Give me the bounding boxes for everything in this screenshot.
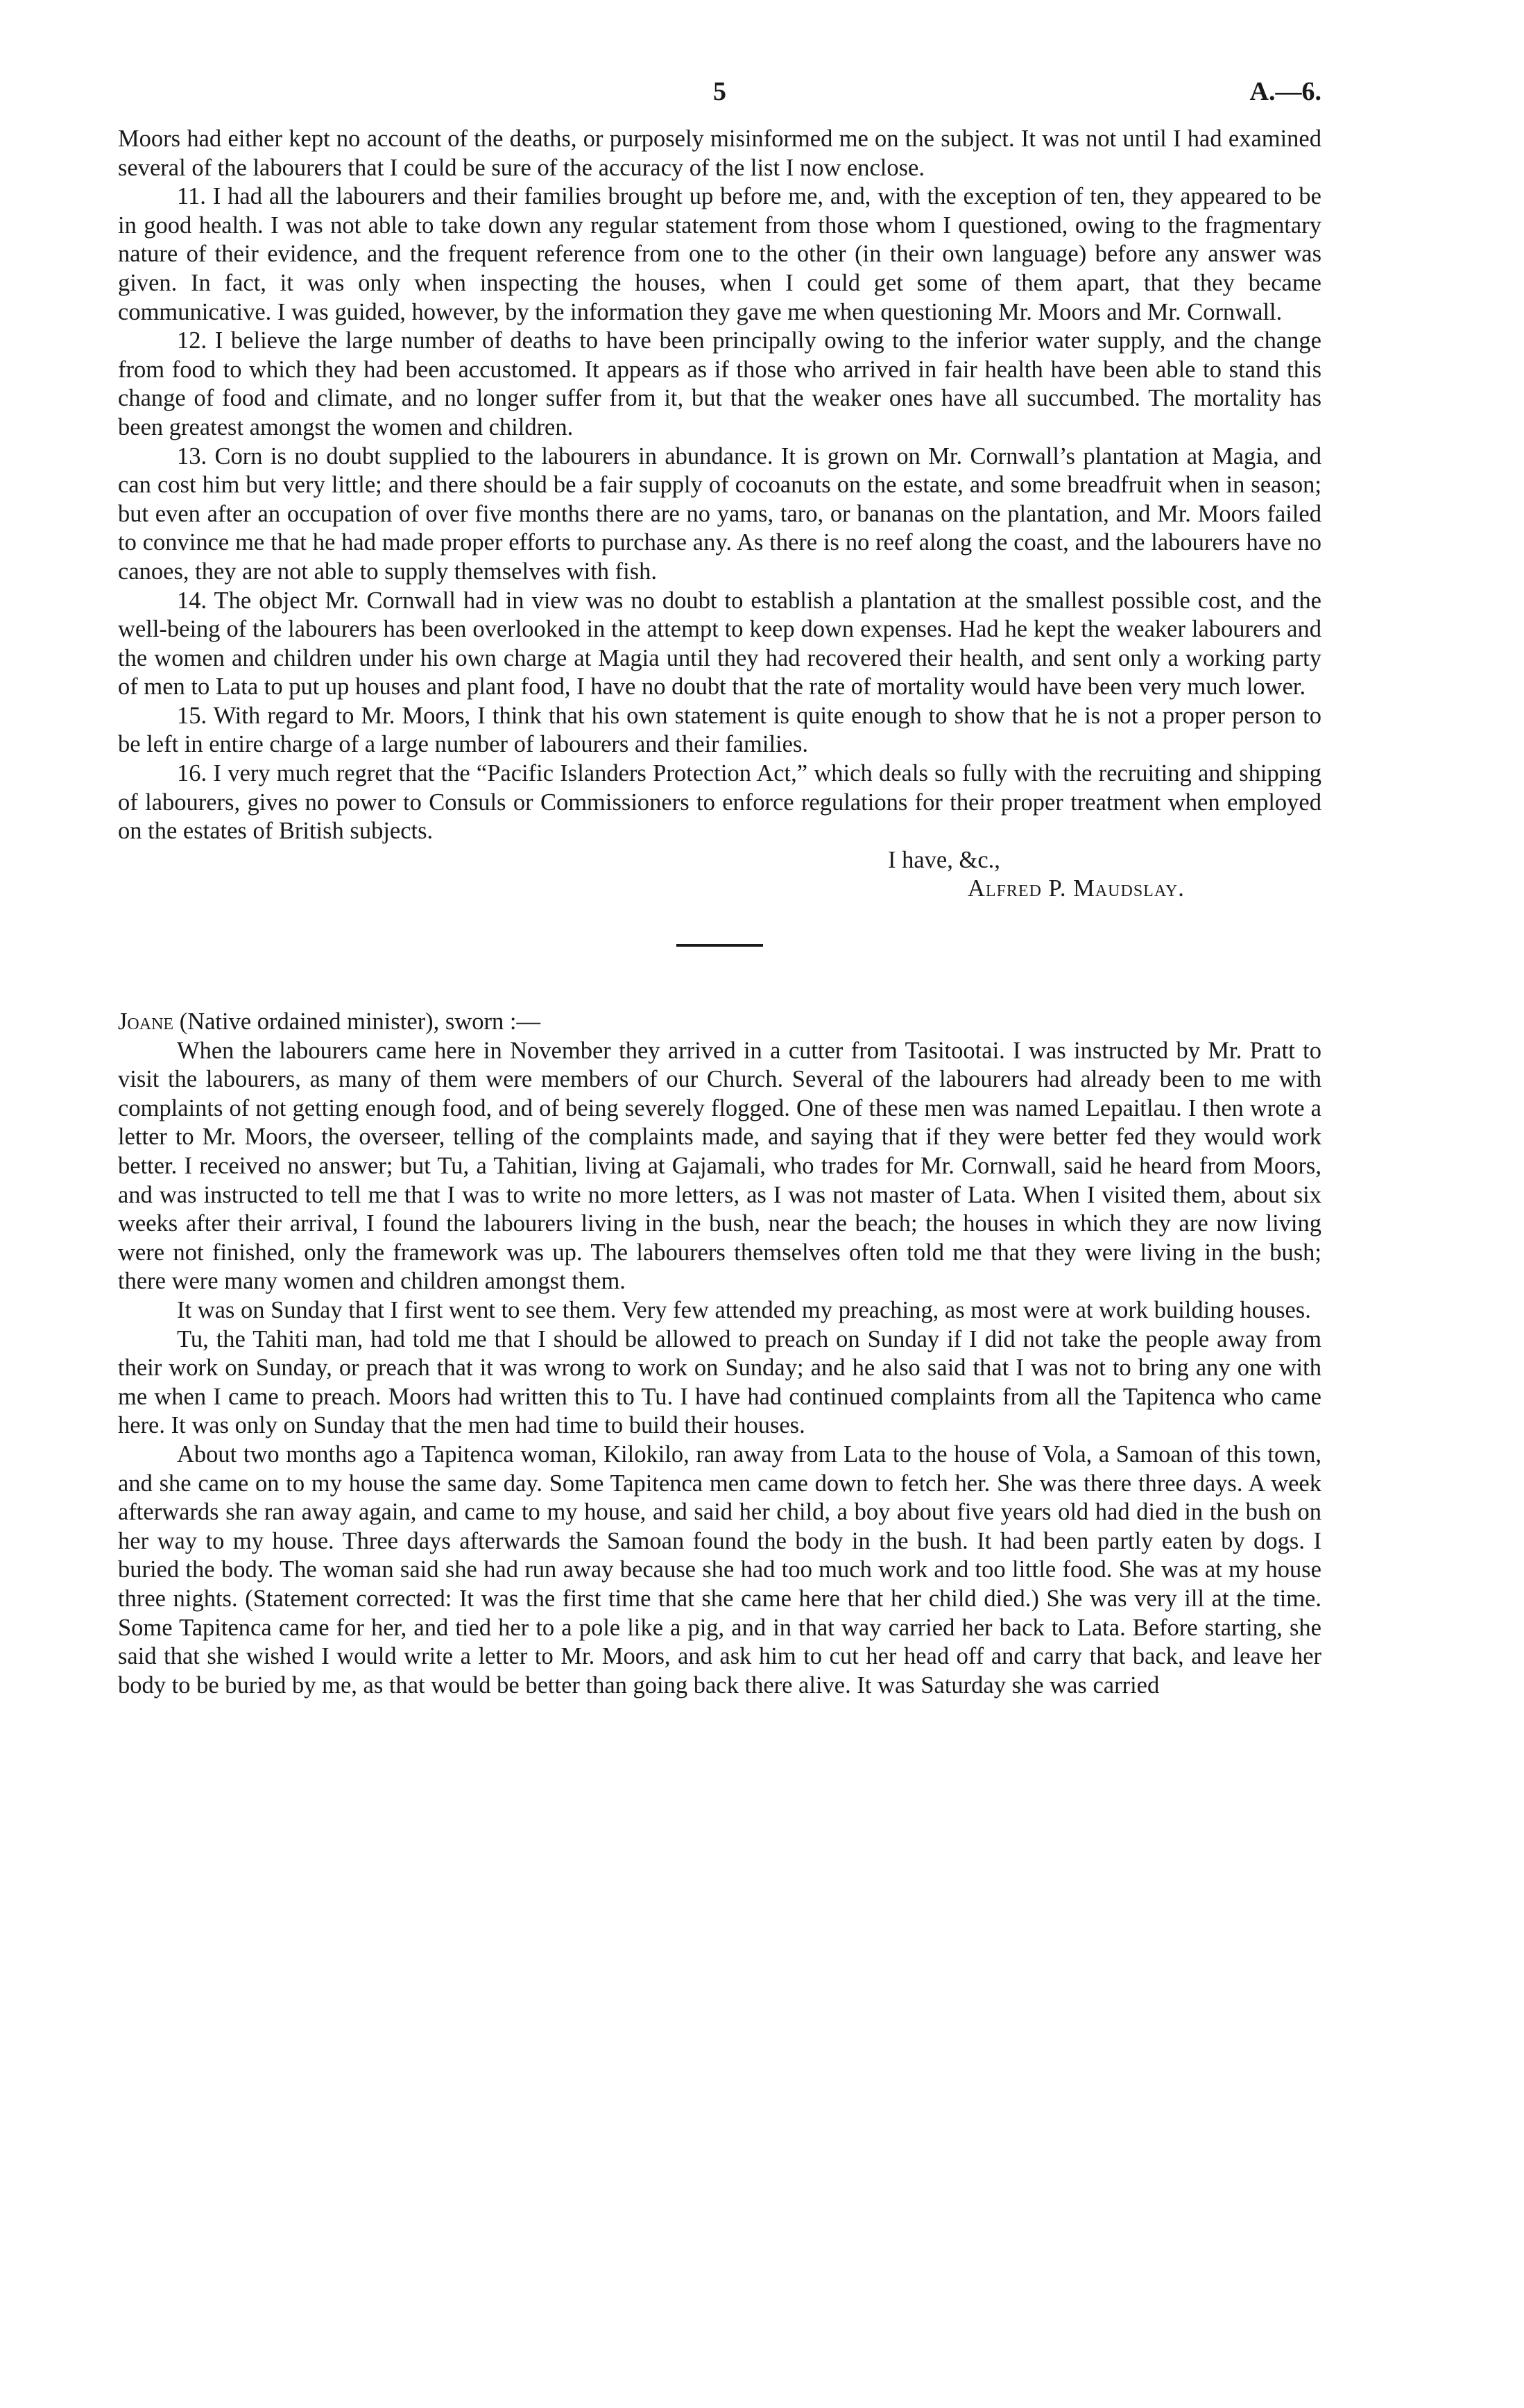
testimony-body	[118, 1037, 1321, 1701]
signature: Alfred P. Maudslay.	[968, 875, 1185, 902]
report-body	[118, 125, 1321, 846]
document-reference: A.—6.	[1249, 77, 1321, 106]
paragraph-continuation: Moors had either kept no account of the deaths, or purposely misinformed me on the subject. It was not until I had examined several of the labourers that I could be sure of the accuracy of the list I now enclose.	[118, 126, 1321, 181]
testimony-paragraph-1: When the labourers came here in November they arrived in a cutter from Tasitootai. I was instructed by Mr. Pratt to visit the labourers, as many of them were members of our Church. Several of the labourers had already been to me with complaints of not getting enough food, and of being severely flogged. One of these men was named Lepaitlau. I then wrote a letter to Mr. Moors, the overseer, telling of the complaints made, and saying that if they were better fed they would work better. I received no answer; but Tu, a Tahitian, living at Gajamali, who trades for Mr. Cornwall, said he heard from Moors, and was instructed to tell me that I was to write no more letters, as I was not master of Lata. When I visited them, about six weeks after their arrival, I found the labourers living in the bush, near the beach; the houses in which they are now living were not finished, only the framework was up. The labourers themselves often told me that they were living in the bush; there were many women and children amongst them.	[118, 1037, 1321, 1295]
paragraph-16: 16. I very much regret that the “Pacific Islanders Protection Act,” which deals so fully with the recruiting and shipping of labourers, gives no power to Consuls or Commissioners to enforce regulations for their proper treatment when employed on the estates of British subjects.	[118, 760, 1321, 845]
testimony-paragraph-2: It was on Sunday that I first went to see them. Very few attended my preaching, as most were at work building houses.	[177, 1296, 1311, 1323]
section-divider	[676, 944, 763, 947]
letter-closing	[118, 846, 1321, 904]
page-number: 5	[713, 77, 726, 106]
speaker-description: (Native ordained minister), sworn :—	[173, 1008, 540, 1035]
paragraph-12: 12. I believe the large number of deaths to have been principally owing to the inferior water supply, and the change from food to which they had been accustomed. It appears as if those who arrived in fair health have been able to stand this change of food and climate, and no longer suffer from it, but that the weaker ones have all succumbed. The mortality has been greatest amongst the women and children.	[118, 327, 1321, 440]
testimony-heading	[118, 1008, 1321, 1037]
testimony-paragraph-3: Tu, the Tahiti man, had told me that I should be allowed to preach on Sunday if I did not take the people away from their work on Sunday, or preach that it was wrong to work on Sunday; and he also said that I was not to bring any one with me when I came to preach. Moors had written this to Tu. I have had continued complaints from all the Tapitenca who came here. It was only on Sunday that the men had time to build their houses.	[118, 1325, 1321, 1439]
closing-salutation: I have, &c.,	[888, 846, 1000, 873]
paragraph-14: 14. The object Mr. Cornwall had in view was no doubt to establish a plantation at the smallest possible cost, and the well-being of the labourers has been overlooked in the attempt to keep down expenses. Had he kept the weaker labourers and the women and children under his own charge at Magia until they had recovered their health, and sent only a working party of men to Lata to put up houses and plant food, I have no doubt that the rate of mortality would have been very much lower.	[118, 587, 1321, 700]
paragraph-15: 15. With regard to Mr. Moors, I think that his own statement is quite enough to show that he is not a proper person to be left in entire charge of a large number of labourers and their families.	[118, 702, 1321, 758]
page-header	[118, 76, 1321, 125]
document-page	[118, 76, 1321, 1700]
speaker-name: Joane	[118, 1008, 174, 1035]
paragraph-11: 11. I had all the labourers and their families brought up before me, and, with the exception of ten, they appeared to be in good health. I was not able to take down any regular statement from those whom I questioned, owing to the fragmentary nature of their evidence, and the frequent reference from one to the other (in their own language) before any answer was given. In fact, it was only when inspecting the houses, when I could get some of them apart, that they became communicative. I was guided, however, by the information they gave me when questioning Mr. Moors and Mr. Cornwall.	[118, 183, 1321, 325]
testimony-paragraph-4: About two months ago a Tapitenca woman, Kilokilo, ran away from Lata to the house of Vola, a Samoan of this town, and she came on to my house the same day. Some Tapitenca men came down to fetch her. She was there three days. A week afterwards she ran away again, and came to my house, and said her child, a boy about five years old had died in the bush on her way to my house. Three days afterwards the Samoan found the body in the bush. It had been partly eaten by dogs. I buried the body. The woman said she had run away because she had too much work and too little food. She was at my house three nights. (Statement corrected: It was the first time that she came here that her child died.) She was very ill at the time. Some Tapitenca came for her, and tied her to a pole like a pig, and in that way carried her back to Lata. Before starting, she said that she wished I would write a letter to Mr. Moors, and ask him to cut her head off and carry that back, and leave her body to be buried by me, as that would be better than going back there alive. It was Saturday she was carried	[118, 1440, 1321, 1699]
paragraph-13: 13. Corn is no doubt supplied to the labourers in abundance. It is grown on Mr. Cornwall’s plantation at Magia, and can cost him but very little; and there should be a fair supply of cocoanuts on the estate, and some breadfruit when in season; but even after an occupation of over five months there are no yams, taro, or bananas on the plantation, and Mr. Moors failed to convince me that he had made proper efforts to purchase any. As there is no reef along the coast, and the labourers have no canoes, they are not able to supply themselves with fish.	[118, 442, 1321, 585]
